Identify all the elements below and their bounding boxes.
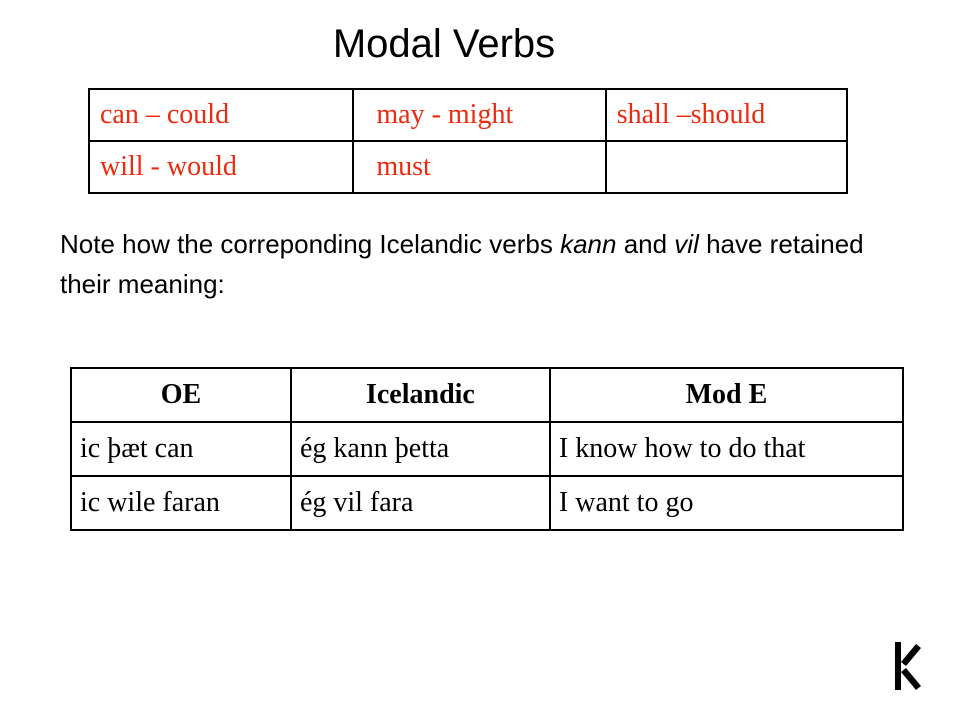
note-text: and bbox=[616, 229, 675, 259]
table-cell: I know how to do that bbox=[550, 422, 903, 476]
table-cell: I want to go bbox=[550, 476, 903, 530]
column-header-oe: OE bbox=[71, 368, 291, 422]
table-row bbox=[89, 141, 847, 193]
table-cell: ic þæt can bbox=[71, 422, 291, 476]
note-paragraph bbox=[60, 224, 880, 304]
modal-verbs-table bbox=[88, 88, 848, 194]
note-verb-vil: vil bbox=[674, 229, 699, 259]
table-cell: must bbox=[353, 141, 605, 193]
note-verb-kann: kann bbox=[560, 229, 617, 259]
table-cell: will - would bbox=[89, 141, 353, 193]
table-cell: ég kann þetta bbox=[291, 422, 550, 476]
table-row bbox=[71, 476, 903, 530]
table-cell: shall –should bbox=[606, 89, 847, 141]
table-cell: may - might bbox=[353, 89, 605, 141]
table-row bbox=[89, 89, 847, 141]
table-cell: ég vil fara bbox=[291, 476, 550, 530]
table-row bbox=[71, 422, 903, 476]
table-cell: can – could bbox=[89, 89, 353, 141]
note-text: Note how the correponding Icelandic verbs bbox=[60, 229, 561, 259]
table-header-row bbox=[71, 368, 903, 422]
table-cell bbox=[606, 141, 847, 193]
rune-logo-icon bbox=[890, 638, 926, 694]
comparison-table bbox=[70, 367, 904, 531]
column-header-icelandic: Icelandic bbox=[291, 368, 550, 422]
column-header-mod-e: Mod E bbox=[550, 368, 903, 422]
note-text: have retained their meaning: bbox=[60, 229, 864, 299]
slide-title: Modal Verbs bbox=[332, 22, 556, 66]
table-cell: ic wile faran bbox=[71, 476, 291, 530]
